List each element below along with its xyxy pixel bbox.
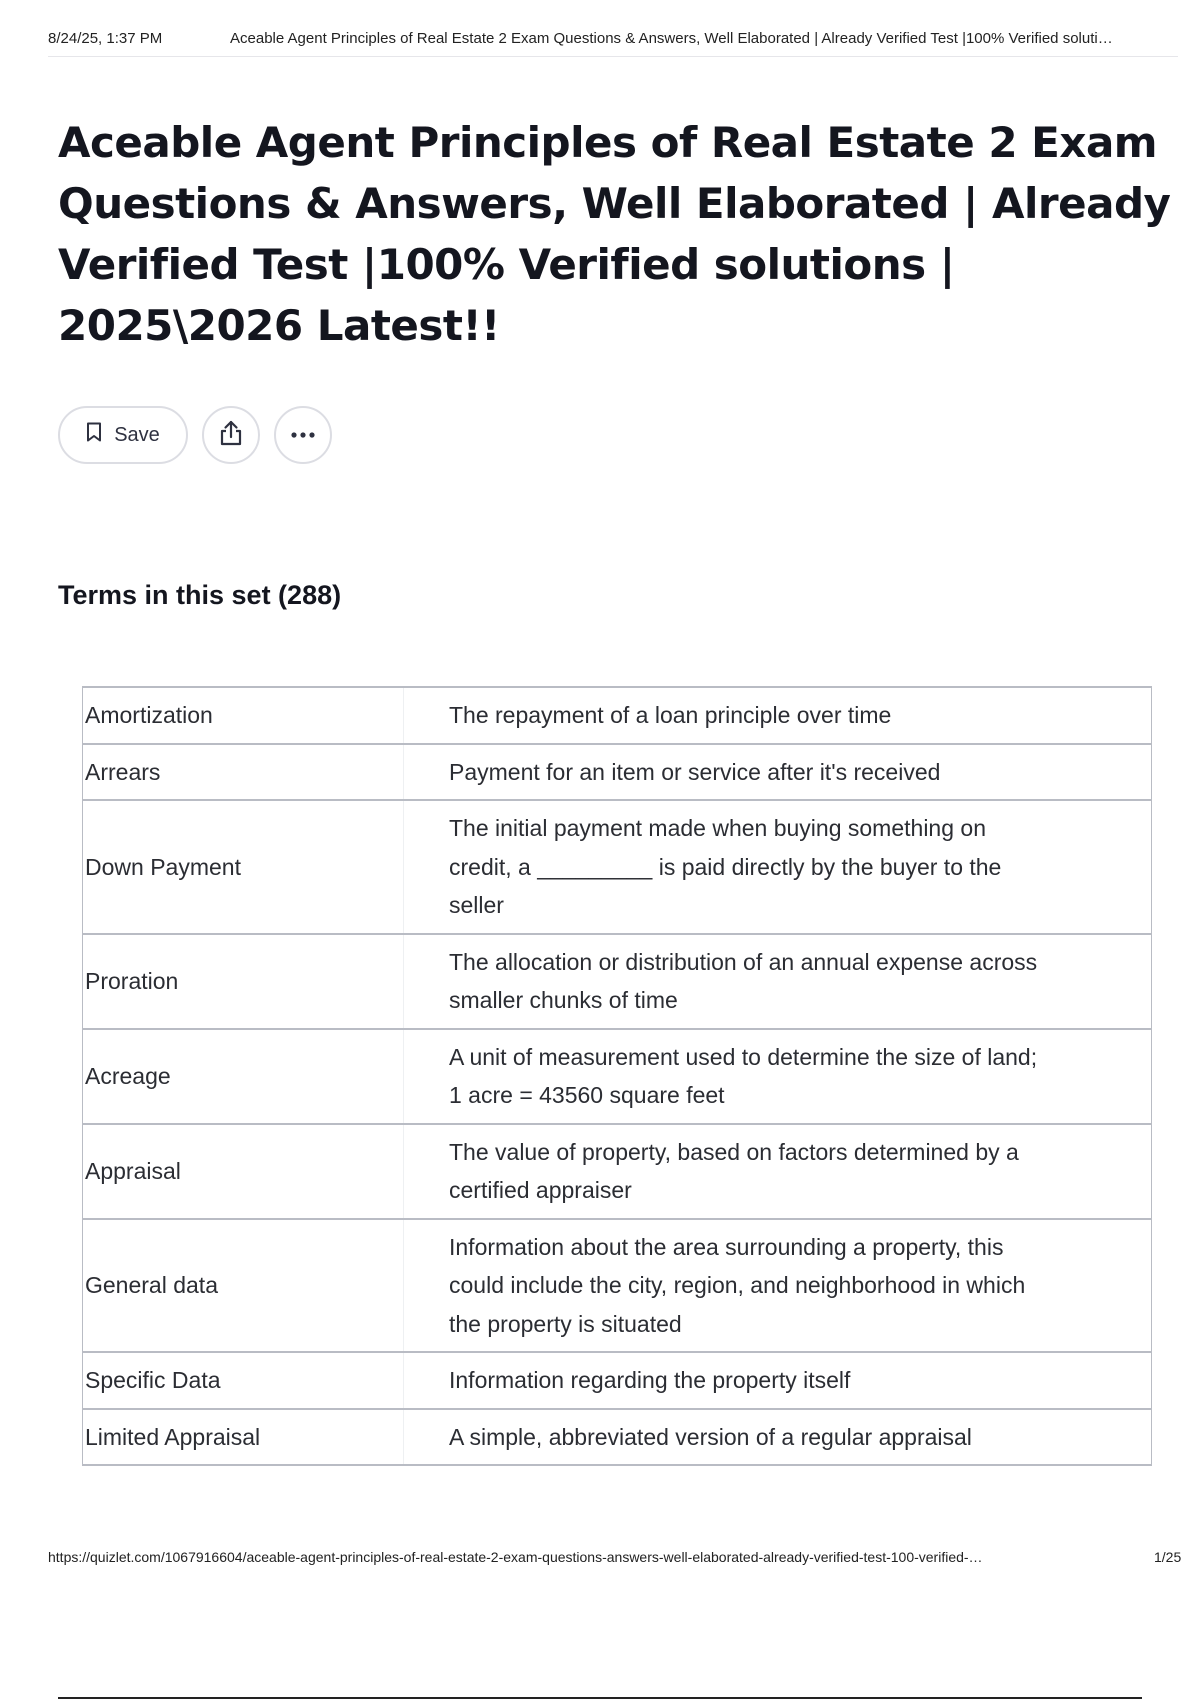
term-row [83,744,1152,801]
term-row [83,1029,1152,1124]
set-actions [58,406,332,466]
term-text: Arrears [83,744,404,801]
page-title: Aceable Agent Principles of Real Estate 2 Exam Questions & Answers, Well Elaborated | Already Verified Test |100% Verified solutions | 2025\2026 Latest!! [58,118,1171,350]
definition-text: The value of property, based on factors determined by a certified appraiser [404,1124,1152,1219]
share-button[interactable] [202,406,260,464]
term-row [83,1409,1152,1466]
term-text: Proration [83,934,404,1029]
definition-text: Information about the area surrounding a property, this could include the city, region, and neighborhood in which the property is situated [404,1219,1152,1353]
definition-text: Information regarding the property itself [404,1352,1152,1409]
bookmark-icon [86,422,102,448]
term-row [83,1219,1152,1353]
term-text: Appraisal [83,1124,404,1219]
definition-text: Payment for an item or service after it's received [404,744,1152,801]
definition-text: The allocation or distribution of an annual expense across smaller chunks of time [404,934,1152,1029]
print-header [48,28,1178,57]
term-text: Acreage [83,1029,404,1124]
save-button[interactable] [58,406,188,464]
definition-text: A unit of measurement used to determine the size of land; 1 acre = 43560 square feet [404,1029,1152,1124]
share-icon [218,419,244,452]
more-horizontal-icon [290,426,316,444]
divider [58,1697,1142,1699]
term-row [83,1352,1152,1409]
term-text: Specific Data [83,1352,404,1409]
term-row [83,934,1152,1029]
definition-text: The repayment of a loan principle over time [404,687,1152,744]
definition-text: The initial payment made when buying something on credit, a _________ is paid directly by the buyer to the seller [404,800,1152,934]
term-text: General data [83,1219,404,1353]
more-options-button[interactable] [274,406,332,464]
print-footer-url: https://quizlet.com/1067916604/aceable-agent-principles-of-real-estate-2-exam-questions-answers-well-elaborated-already-verified-test-100-verified-… [48,1549,983,1565]
term-row [83,687,1152,744]
terms-heading: Terms in this set (288) [58,580,342,610]
definition-text: A simple, abbreviated version of a regular appraisal [404,1409,1152,1466]
term-row [83,1124,1152,1219]
print-date: 8/24/25, 1:37 PM [48,30,163,47]
term-text: Amortization [83,687,404,744]
term-text: Down Payment [83,800,404,934]
save-label: Save [114,423,160,446]
term-text: Limited Appraisal [83,1409,404,1466]
page-number: 1/25 [1154,1549,1182,1565]
term-row [83,800,1152,934]
terms-table [82,686,1152,1466]
print-header-title: Aceable Agent Principles of Real Estate 2 Exam Questions & Answers, Well Elaborated | Already Verified Test |100% Verified soluti… [230,30,1113,47]
